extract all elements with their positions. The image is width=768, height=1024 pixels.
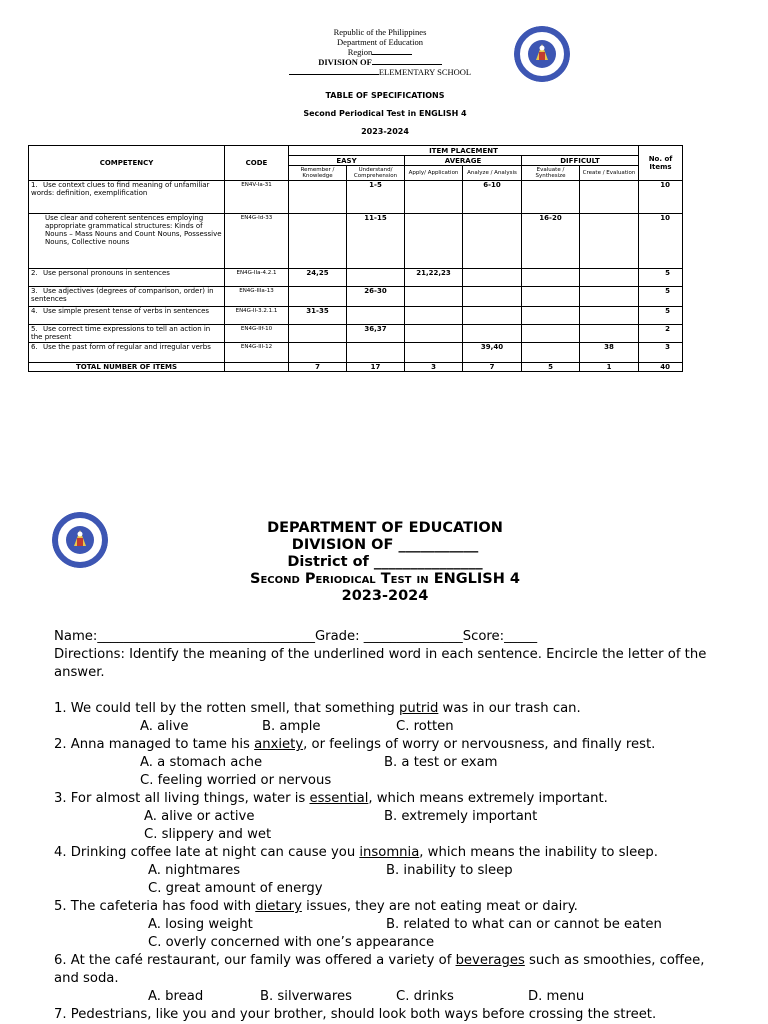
choices-row: [54, 808, 714, 826]
cell-evaluate: [522, 287, 580, 307]
competency-number: 4.: [31, 307, 38, 315]
question-text: 1. We could tell by the rotten smell, that something: [54, 701, 399, 716]
cell-apply: [405, 307, 463, 325]
question-text: issues, they are not eating meat or dairy.: [301, 899, 578, 914]
header-analyze: Analyze / Analysis: [463, 166, 522, 181]
cell-analyze: [463, 325, 522, 343]
cell-remember: [289, 325, 347, 343]
cell-analyze: [463, 214, 522, 269]
choice-b[interactable]: B. ample: [262, 719, 321, 734]
competency-text: Use correct time expressions to tell an action in the present: [31, 325, 211, 341]
choice-a[interactable]: A. bread: [148, 989, 204, 1004]
choice-a[interactable]: A. nightmares: [148, 863, 241, 878]
dept-title: DEPARTMENT OF EDUCATION: [267, 520, 503, 536]
header-item-placement: ITEM PLACEMENT: [289, 146, 639, 156]
table-row: [29, 325, 683, 343]
header-competency: COMPETENCY: [29, 146, 225, 181]
question-text: 6. At the café restaurant, our family was offered a variety of: [54, 953, 456, 968]
test-body: [54, 628, 714, 1024]
total-row: [29, 363, 683, 372]
choice-c[interactable]: C. feeling worried or nervous: [140, 773, 332, 788]
question-text: 4. Drinking coffee late at night can cause you: [54, 845, 360, 860]
cell-create: [580, 325, 639, 343]
cell-competency: [29, 343, 225, 363]
total-analyze: 7: [463, 363, 522, 372]
deped-seal-icon: [52, 512, 108, 568]
cell-create: [580, 307, 639, 325]
underlined-word: anxiety: [254, 737, 304, 752]
total-label: TOTAL NUMBER OF ITEMS: [29, 363, 225, 372]
cell-items: 3: [639, 343, 683, 363]
choices-row: [54, 772, 714, 790]
underlined-word: dietary: [255, 899, 302, 914]
test-header: [220, 520, 550, 605]
cell-items: 2: [639, 325, 683, 343]
choice-c[interactable]: C. great amount of energy: [148, 881, 323, 896]
total-understand: 17: [347, 363, 405, 372]
cell-understand: 1-5: [347, 181, 405, 214]
cell-competency: [29, 307, 225, 325]
header-difficult: DIFFICULT: [522, 156, 639, 166]
choices-row: [54, 934, 714, 952]
table-row: [29, 287, 683, 307]
cell-code: EN4V-Ia-31: [225, 181, 289, 214]
total-items: 40: [639, 363, 683, 372]
cell-code: EN4G-Id-33: [225, 214, 289, 269]
question-text: 2. Anna managed to tame his: [54, 737, 255, 752]
choices-row: [54, 862, 714, 880]
score-field[interactable]: Score:_____: [462, 629, 538, 644]
competency-text: Use personal pronouns in sentences: [43, 269, 170, 277]
competency-number: 2.: [31, 269, 38, 277]
total-evaluate: 5: [522, 363, 580, 372]
question-7: 7. Pedestrians, like you and your brother, should look both ways before crossing the street.: [54, 1007, 657, 1022]
cell-code: EN4G-III-12: [225, 343, 289, 363]
competency-text: Use simple present tense of verbs in sentences: [43, 307, 210, 315]
division-line: DIVISION OF: [250, 57, 510, 67]
cell-apply: [405, 214, 463, 269]
cell-analyze: [463, 307, 522, 325]
cell-evaluate: [522, 343, 580, 363]
republic-line: Republic of the Philippines: [333, 27, 427, 37]
cell-code: EN4G-IIa-4.2.1: [225, 269, 289, 287]
underlined-word: insomnia: [359, 845, 420, 860]
cell-remember: [289, 343, 347, 363]
cell-apply: 21,22,23: [405, 269, 463, 287]
header-create: Create / Evaluation: [580, 166, 639, 181]
choices-row: [54, 880, 714, 898]
cell-remember: 31-35: [289, 307, 347, 325]
question-text: , or feelings of worry or nervousness, and finally rest.: [303, 737, 656, 752]
cell-create: [580, 287, 639, 307]
cell-apply: [405, 325, 463, 343]
question-text: 5. The cafeteria has food with: [54, 899, 256, 914]
choices-row: [54, 718, 714, 736]
question-text: , which means the inability to sleep.: [419, 845, 658, 860]
question-text: , which means extremely important.: [368, 791, 608, 806]
total-remember: 7: [289, 363, 347, 372]
choice-c[interactable]: C. rotten: [396, 719, 454, 734]
grade-field[interactable]: Grade: _______________: [314, 629, 463, 644]
cell-evaluate: [522, 325, 580, 343]
choices-row: [54, 754, 714, 772]
cell-evaluate: 16-20: [522, 214, 580, 269]
cell-analyze: 39,40: [463, 343, 522, 363]
header-apply: Apply/ Application: [405, 166, 463, 181]
cell-understand: 36,37: [347, 325, 405, 343]
cell-understand: [347, 307, 405, 325]
competency-number: 1.: [31, 181, 38, 189]
choice-b[interactable]: B. inability to sleep: [386, 863, 513, 878]
competency-text: Use adjectives (degrees of comparison, order) in sentences: [31, 287, 214, 303]
choice-b[interactable]: B. extremely important: [384, 809, 538, 824]
competency-text: Use the past form of regular and irregular verbs: [43, 343, 211, 351]
region-line: Region: [250, 47, 510, 57]
cell-analyze: 6-10: [463, 181, 522, 214]
tos-year: 2023-2024: [361, 127, 409, 136]
choice-a[interactable]: A. alive: [140, 719, 189, 734]
header-understand: Understand/ Comprehension: [347, 166, 405, 181]
school-line: ELEMENTARY SCHOOL: [250, 67, 510, 77]
header-evaluate: Evaluate / Synthesize: [522, 166, 580, 181]
cell-competency: [29, 287, 225, 307]
name-field[interactable]: Name:_________________________________: [54, 629, 315, 644]
cell-code: EN4G-II-3.2.1.1: [225, 307, 289, 325]
cell-apply: [405, 343, 463, 363]
header-items: No. of Items: [639, 146, 683, 181]
table-row: [29, 214, 683, 269]
competency-number: 6.: [31, 343, 38, 351]
cell-analyze: [463, 287, 522, 307]
header-code: CODE: [225, 146, 289, 181]
cell-create: 38: [580, 343, 639, 363]
cell-code: EN4G-IIf-10: [225, 325, 289, 343]
tos-subtitle: Second Periodical Test in ENGLISH 4: [303, 109, 467, 118]
cell-create: [580, 181, 639, 214]
table-row: [29, 307, 683, 325]
cell-analyze: [463, 269, 522, 287]
question-1: [54, 700, 714, 718]
question-4: [54, 844, 714, 862]
cell-evaluate: [522, 269, 580, 287]
choice-c[interactable]: C. overly concerned with one’s appearance: [148, 935, 435, 950]
cell-competency: [29, 325, 225, 343]
cell-competency: [29, 181, 225, 214]
choice-c[interactable]: C. slippery and wet: [144, 827, 272, 842]
district-title: District of _______________: [287, 554, 483, 570]
table-row: [29, 343, 683, 363]
directions: Directions: Identify the meaning of the underlined word in each sentence. Encircle the letter of the answer.: [54, 647, 707, 680]
cell-code: EN4G-IIIa-13: [225, 287, 289, 307]
header-remember: Remember / Knowledge: [289, 166, 347, 181]
question-2: [54, 736, 714, 754]
cell-understand: 26-30: [347, 287, 405, 307]
question-text: 3. For almost all living things, water is: [54, 791, 310, 806]
question-3: [54, 790, 714, 808]
choice-a[interactable]: A. losing weight: [148, 917, 253, 932]
cell-evaluate: [522, 181, 580, 214]
choices-row: [54, 988, 714, 1006]
total-apply: 3: [405, 363, 463, 372]
cell-competency: [29, 269, 225, 287]
cell-items: 5: [639, 269, 683, 287]
question-5: [54, 898, 714, 916]
test-title: Second Periodical Test in ENGLISH 4: [250, 571, 520, 587]
cell-create: [580, 214, 639, 269]
total-create: 1: [580, 363, 639, 372]
choice-c[interactable]: C. drinks: [396, 989, 454, 1004]
cell-apply: [405, 287, 463, 307]
tos-title: TABLE OF SPECIFICATIONS: [325, 91, 445, 100]
cell-remember: 24,25: [289, 269, 347, 287]
tos-header: [250, 27, 510, 77]
name-grade-score-line: [54, 628, 714, 646]
question-text: was in our trash can.: [438, 701, 581, 716]
cell-understand: [347, 269, 405, 287]
test-year: 2023-2024: [341, 588, 429, 604]
competency-number: 3.: [31, 287, 38, 295]
table-row: [29, 181, 683, 214]
deped-seal-icon: [514, 26, 570, 82]
competency-number: 5.: [31, 325, 38, 333]
choices-row: [54, 916, 714, 934]
underlined-word: beverages: [455, 953, 525, 968]
cell-remember: [289, 181, 347, 214]
question-6: [54, 952, 714, 988]
cell-create: [580, 269, 639, 287]
choice-a[interactable]: A. alive or active: [144, 809, 255, 824]
choice-b[interactable]: B. a test or exam: [384, 755, 498, 770]
question-text: such as smoothies, coffee, and soda.: [54, 953, 705, 986]
underlined-word: essential: [309, 791, 369, 806]
cell-remember: [289, 287, 347, 307]
table-row: [29, 269, 683, 287]
choice-a[interactable]: A. a stomach ache: [140, 755, 263, 770]
cell-apply: [405, 181, 463, 214]
cell-items: 5: [639, 307, 683, 325]
competency-text: Use context clues to find meaning of unfamiliar words: definition, exemplification: [31, 181, 210, 197]
specifications-table: [28, 145, 683, 372]
cell-items: 10: [639, 214, 683, 269]
cell-items: 10: [639, 181, 683, 214]
header-average: AVERAGE: [405, 156, 522, 166]
choice-b[interactable]: B. related to what can or cannot be eaten: [386, 917, 662, 932]
cell-competency: Use clear and coherent sentences employing appropriate grammatical structures: Kinds of Nouns – Mass Nouns and Count Nouns, Possessive Nouns, Collective nouns: [29, 214, 225, 269]
choices-row: [54, 826, 714, 844]
choice-d[interactable]: D. menu: [528, 989, 585, 1004]
question-list: [54, 700, 714, 1006]
choice-b[interactable]: B. silverwares: [260, 989, 352, 1004]
division-title: DIVISION OF ___________: [291, 537, 479, 553]
cell-understand: 11-15: [347, 214, 405, 269]
deped-line: Department of Education: [337, 37, 423, 47]
cell-understand: [347, 343, 405, 363]
cell-evaluate: [522, 307, 580, 325]
header-easy: EASY: [289, 156, 405, 166]
cell-items: 5: [639, 287, 683, 307]
cell-remember: [289, 214, 347, 269]
underlined-word: putrid: [399, 701, 439, 716]
